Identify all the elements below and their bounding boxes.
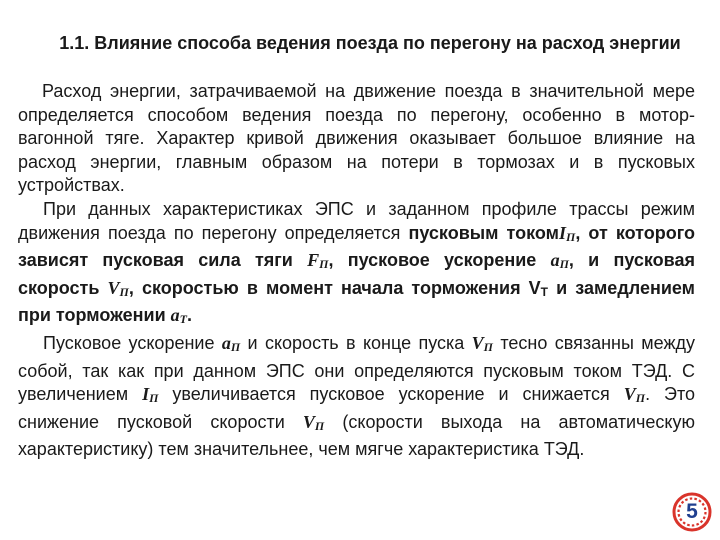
p2-bold-2: , от которого зависят пусковая сила тяги (18, 222, 695, 271)
slide-title: 1.1. Влияние способа ведения поезда по перегону на расход энергии (59, 33, 681, 53)
p2-bold-5: , скоростью в момент начала торможения V (128, 277, 541, 298)
p2-bold-5-sub: T (540, 284, 549, 299)
symbol-start-current: IП (558, 222, 576, 244)
body-text (18, 80, 695, 462)
symbol-start-speed: VП (471, 332, 494, 354)
page-number: 5 (686, 500, 698, 523)
symbol-start-current: IП (142, 384, 159, 406)
p2-bold-6: и замедлением при торможении (18, 277, 695, 326)
symbol-start-acceleration: aП (550, 250, 569, 272)
symbol-braking-deceleration: aT (170, 305, 187, 327)
paragraph-2 (18, 198, 695, 332)
p2-text-1: При данных характеристиках ЭПС и заданном профиле трассы режим движения поезда по перегону определяется (18, 198, 695, 243)
p2-bold-7: . (186, 305, 192, 326)
p2-bold-4: , и пусковая скорость (18, 250, 696, 298)
symbol-start-speed: VП (302, 411, 325, 433)
paragraph-3: Пусковое ускорение aП и скорость в конце пуска VП тесно связанны между собой, так как при данном ЭПС они определяются пусковым током ТЭД. С увеличением IП увеличивается пусковое ускорение и снижается VП. Это снижение пусковой скорости VП (скорости выхода на автоматическую характеристику) тем значительнее, чем мягче характеристика ТЭД. (18, 332, 696, 460)
symbol-start-speed: VП (107, 277, 129, 299)
p2-bold-3: , пусковое ускорение (328, 250, 551, 271)
p2-bold-1: пусковым током (408, 222, 559, 243)
page-number-badge (672, 492, 712, 532)
paragraph-1: Расход энергии, затрачиваемой на движение поезда в значительной мере определяется способом ведения поезда по перегону, особенно в мотор-вагонной тяге. Характер кривой движения оказывает большое влияние на расход энергии, главным образом на потери в тормозах и в пусковых устройствах. (18, 81, 695, 196)
symbol-start-speed: VП (623, 384, 646, 406)
symbol-start-force: FП (307, 250, 329, 272)
symbol-start-acceleration: aП (221, 332, 241, 354)
